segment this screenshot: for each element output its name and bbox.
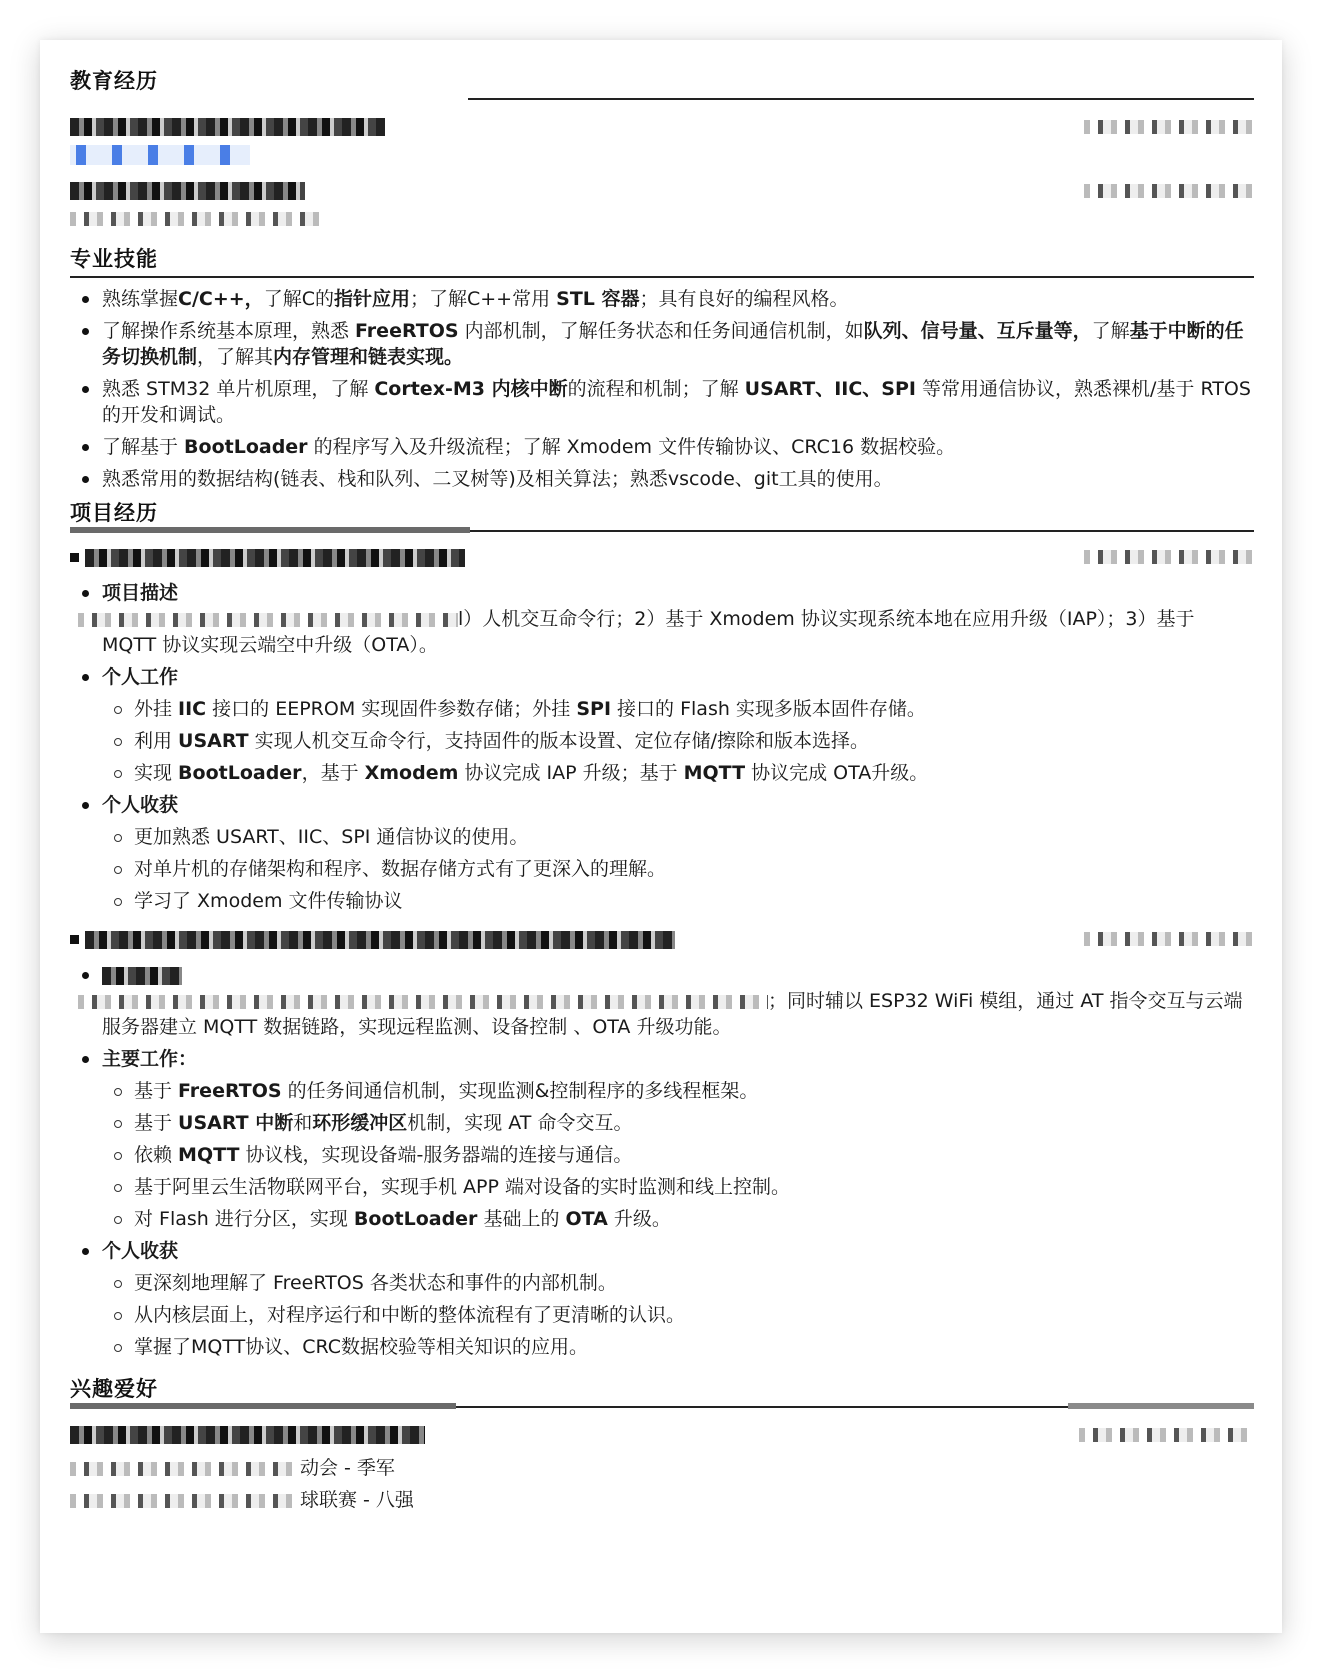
text-run: 机制，实现 AT 命令交互。 [407,1112,633,1134]
text-run: 了解基于 [102,436,185,458]
hobby-awards [70,1452,1254,1516]
description-tail: ；同时辅以 ESP32 WiFi 模组，通过 AT 指令交互与云端服务器建立 MQTT 数据链路，实现远程监测、设备控制 、OTA 升级功能。 [102,990,1243,1038]
description-text [102,606,1254,658]
emphasis-text: 环形缓冲区 [312,1112,408,1134]
award-text: 球联赛 - 八强 [300,1489,414,1511]
text-run: 和 [293,1112,313,1134]
description-text [102,988,1254,1040]
school-tags-redacted [70,145,250,165]
gain-item: 从内核层面上，对程序运行和中断的整体流程有了更清晰的认识。 [102,1302,1254,1328]
emphasis-text: MQTT [683,762,746,784]
emphasis-text: USART 中断 [178,1112,294,1134]
gains-label: 个人收获 [102,1240,179,1262]
emphasis-text: FreeRTOS [355,320,459,342]
text-run: 协议栈，实现设备端-服务器端的连接与通信。 [239,1144,633,1166]
emphasis-text: 指针应用 [333,288,410,310]
education-detail [70,208,1254,238]
project-entry [70,540,1254,914]
emphasis-text: IIC [178,698,207,720]
text-run: 等常用通信协议，熟悉裸机/基于 RTOS 的开发和调试。 [102,378,1251,426]
skill-item [70,434,1254,460]
education-section [70,66,1254,238]
project-details [70,962,1254,1360]
text-run: 实现人机交互命令行，支持固件的版本设置、定位存储/擦除和版本选择。 [248,730,870,752]
text-run: 接口的 EEPROM 实现固件参数存储；外挂 [206,698,577,720]
emphasis-text: 基于中断的任务切换机制 [102,320,1244,368]
projects-section [70,498,1254,1360]
skill-item [70,466,1254,492]
gain-item: 更加熟悉 USART、IIC、SPI 通信协议的使用。 [102,824,1254,850]
section-title-education: 教育经历 [70,69,158,93]
description-label: 项目描述 [102,582,179,604]
project-work [70,1046,1254,1232]
divider-highlight [1068,1403,1254,1409]
section-title-skills: 专业技能 [70,247,158,271]
text-run: 基于 [134,1080,179,1102]
degree-redacted [70,182,305,200]
text-run: 协议完成 OTA升级。 [745,762,929,784]
award-text: 动会 - 季军 [300,1457,395,1479]
emphasis-text: STL 容器 [556,288,640,310]
text-run: 的任务间通信机制，实现监测&控制程序的多线程框架。 [281,1080,759,1102]
text-run: ，基于 [301,762,365,784]
resume-content [70,66,1254,1516]
project-gains [70,1238,1254,1360]
description-redacted [78,995,768,1009]
hobby-entry [70,1418,1254,1452]
text-run: 熟悉常用的数据结构(链表、栈和队列、二叉树等)及相关算法；熟悉vscode、git工具的使用。 [102,468,893,490]
project-description [70,580,1254,658]
education-entry [70,110,1254,144]
text-run: 协议完成 IAP 升级；基于 [458,762,684,784]
emphasis-text: OTA [565,1208,608,1230]
text-run: 基于 [134,1112,179,1134]
gain-item: 对单片机的存储架构和程序、数据存储方式有了更深入的理解。 [102,856,1254,882]
hobby-date-redacted [1079,1428,1254,1442]
skill-item [70,318,1254,370]
project-header [70,540,1254,574]
work-item [102,1206,1254,1232]
project-description [70,962,1254,1040]
emphasis-text: Xmodem [364,762,459,784]
project-header [70,922,1254,956]
square-bullet-icon [70,553,79,562]
resume-page [40,40,1282,1633]
emphasis-text: SPI [576,698,612,720]
project-date-redacted [1084,932,1254,946]
gains-list [102,1270,1254,1360]
text-run: 了解 [1091,320,1130,342]
text-run: 基础上的 [477,1208,566,1230]
text-run: 的流程和机制；了解 [567,378,745,400]
project-list [70,540,1254,1360]
work-label: 主要工作： [102,1048,198,1070]
text-run: 基于阿里云生活物联网平台，实现手机 APP 端对设备的实时监测和线上控制。 [134,1176,790,1198]
gain-item: 学习了 Xmodem 文件传输协议 [102,888,1254,914]
education-date-redacted [1084,184,1254,198]
work-item [102,1078,1254,1104]
skills-section [70,244,1254,492]
gain-item: 掌握了MQTT协议、CRC数据校验等相关知识的应用。 [102,1334,1254,1360]
award-item [70,1484,1254,1516]
description-label [102,962,1254,988]
skills-list [70,286,1254,492]
text-run: 实现 [134,762,179,784]
work-item [102,1142,1254,1168]
emphasis-text: 内存管理和链表实现。 [273,346,464,368]
text-run: 接口的 Flash 实现多版本固件存储。 [611,698,926,720]
project-name-redacted [85,931,675,949]
emphasis-text: FreeRTOS [178,1080,282,1102]
divider-highlight [70,527,470,533]
work-list [102,1078,1254,1232]
emphasis-text: BootLoader [353,1208,478,1230]
hobbies-section [70,1374,1254,1516]
award-redacted [70,1494,300,1508]
emphasis-text: USART、IIC、SPI [744,378,916,400]
courses-redacted [70,212,325,226]
work-item [102,696,1254,722]
project-title [70,929,675,949]
text-run: 了解C的 [263,288,334,310]
section-title-projects: 项目经历 [70,501,158,525]
emphasis-text: C/C++， [178,288,264,310]
text-run: 的程序写入及升级流程；了解 Xmodem 文件传输协议、CRC16 数据校验。 [307,436,956,458]
project-work [70,664,1254,786]
text-run: 利用 [134,730,179,752]
award-item [70,1452,1254,1484]
gains-list [102,824,1254,914]
project-entry [70,922,1254,1360]
work-label: 个人工作 [102,666,179,688]
divider-highlight [70,1403,456,1409]
emphasis-text: BootLoader [178,762,302,784]
skill-item [70,286,1254,312]
project-details [70,580,1254,914]
section-title-hobbies: 兴趣爱好 [70,1377,158,1401]
section-divider [70,276,1254,278]
gains-label: 个人收获 [102,794,179,816]
education-tags [70,144,1254,174]
text-run: 内部机制，了解任务状态和任务间通信机制，如 [458,320,864,342]
work-item [102,728,1254,754]
project-date-redacted [1084,550,1254,564]
text-run: ，了解其 [197,346,274,368]
square-bullet-icon [70,935,79,944]
section-divider [70,1406,1254,1408]
education-date-redacted [1084,120,1254,134]
description-redacted [78,613,458,627]
project-name-redacted [85,549,465,567]
emphasis-text: MQTT [178,1144,240,1166]
work-item [102,760,1254,786]
text-run: 依赖 [134,1144,179,1166]
text-run: ；了解C++常用 [409,288,557,310]
emphasis-text: Cortex-M3 内核中断 [374,378,568,400]
gain-item: 更深刻地理解了 FreeRTOS 各类状态和事件的内部机制。 [102,1270,1254,1296]
project-title [70,547,465,567]
skill-item [70,376,1254,428]
text-run: 外挂 [134,698,179,720]
section-divider [468,98,1254,100]
work-item [102,1110,1254,1136]
hobby-org-redacted [70,1426,425,1444]
work-list [102,696,1254,786]
description-label-redacted [102,967,182,985]
emphasis-text: 队列、信号量、互斥量等， [863,320,1092,342]
text-run: 对 Flash 进行分区，实现 [134,1208,354,1230]
text-run: 升级。 [607,1208,671,1230]
emphasis-text: USART [178,730,249,752]
description-tail: l）人机交互命令行；2）基于 Xmodem 协议实现系统本地在应用升级（IAP）；3）基于 MQTT 协议实现云端空中升级（OTA）。 [102,608,1195,656]
project-gains [70,792,1254,914]
section-divider [70,530,1254,532]
text-run: 了解操作系统基本原理，熟悉 [102,320,356,342]
text-run: 熟练掌握 [102,288,179,310]
emphasis-text: BootLoader [184,436,308,458]
text-run: 熟悉 STM32 单片机原理，了解 [102,378,375,400]
work-item [102,1174,1254,1200]
education-entry [70,174,1254,208]
school-name-redacted [70,118,385,136]
award-redacted [70,1462,300,1476]
text-run: ；具有良好的编程风格。 [639,288,849,310]
